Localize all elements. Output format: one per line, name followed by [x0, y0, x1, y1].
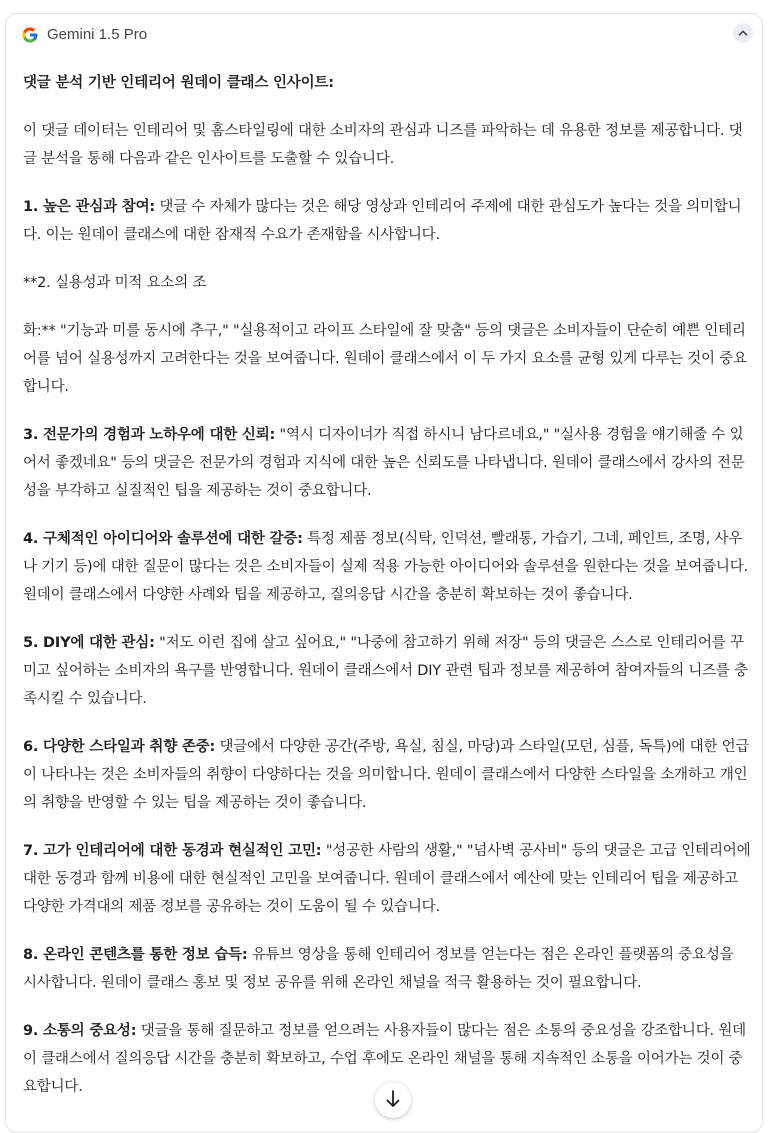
response-body	[23, 69, 751, 1121]
scroll-to-bottom-button[interactable]	[375, 1082, 411, 1118]
response-card	[5, 13, 763, 1133]
chevron-up-icon	[737, 27, 749, 39]
arrow-down-icon	[386, 1090, 400, 1108]
insight-6	[23, 733, 751, 817]
insight-1	[23, 193, 751, 249]
insight-8-heading: 8. 온라인 콘텐츠를 통한 정보 습득:	[23, 947, 248, 963]
insight-3	[23, 421, 751, 505]
response-header	[6, 14, 762, 56]
insight-7-text: "성공한 사람의 생활," "넘사벽 공사비" 등의 댓글은 고급 인테리어에 대한 동경과 함께 비용에 대한 현실적인 고민을 보여줍니다. 원데이 클래스에서 예산에 맞는 인테리어 팁을 제공하고 다양한 가격대의 제품 정보를 공유하는 것이 도움이 될 수 있습니다.	[23, 843, 751, 915]
insight-4-heading: 4. 구체적인 아이디어와 솔루션에 대한 갈증:	[23, 531, 303, 547]
intro-paragraph: 이 댓글 데이터는 인테리어 및 홈스타일링에 대한 소비자의 관심과 니즈를 파악하는 데 유용한 정보를 제공합니다. 댓글 분석을 통해 다음과 같은 인사이트를 도출할 수 있습니다.	[23, 123, 743, 167]
model-name: Gemini 1.5 Pro	[47, 26, 148, 43]
insight-4	[23, 525, 751, 609]
insight-6-heading: 6. 다양한 스타일과 취향 존중:	[23, 739, 216, 755]
insight-6-text: 댓글에서 다양한 공간(주방, 욕실, 침실, 마당)과 스타일(모던, 심플, 독특)에 대한 언급이 나타나는 것은 소비자들의 취향이 다양하다는 것을 의미합니다. 원데이 클래스에서 다양한 스타일을 소개하고 개인의 취향을 반영할 수 있는 팁을 제공하는 것이 좋습니다.	[23, 739, 750, 811]
insight-8	[23, 941, 751, 997]
insight-3-text: "역시 디자이너가 직접 하시니 남다르네요," "실사용 경험을 얘기해줄 수 있어서 좋겠네요" 등의 댓글은 전문가의 경험과 지식에 대한 높은 신뢰도를 나타냅니다. 원데이 클래스에서 강사의 전문성을 부각하고 실질적인 팁을 제공하는 것이 중요합니다.	[23, 427, 745, 499]
google-g-icon	[21, 26, 39, 44]
insight-4-text: 특정 제품 정보(식탁, 인덕션, 빨래통, 가습기, 그네, 페인트, 조명, 사우나 기기 등)에 대한 질문이 많다는 것은 소비자들이 실제 적용 가능한 아이디어와 솔루션을 원한다는 것을 보여줍니다. 원데이 클래스에서 다양한 사례와 팁을 제공하고, 질의응답 시간을 충분히 확보하는 것이 좋습니다.	[23, 531, 748, 603]
response-title: 댓글 분석 기반 인테리어 원데이 클래스 인사이트:	[23, 75, 334, 91]
insight-1-text: 댓글 수 자체가 많다는 것은 해당 영상과 인테리어 주제에 대한 관심도가 높다는 것을 의미합니다. 이는 원데이 클래스에 대한 잠재적 수요가 존재함을 시사합니다.	[23, 199, 742, 243]
insight-1-heading: 1. 높은 관심과 참여:	[23, 199, 155, 215]
insight-7-heading: 7. 고가 인테리어에 대한 동경과 현실적인 고민:	[23, 843, 322, 859]
insight-9-heading: 9. 소통의 중요성:	[23, 1023, 137, 1039]
insight-9-text: 댓글을 통해 질문하고 정보를 얻으려는 사용자들이 많다는 점은 소통의 중요성을 강조합니다. 원데이 클래스에서 질의응답 시간을 충분히 확보하고, 수업 후에도 온라인 채널을 통해 지속적인 소통을 이어가는 것이 중요합니다.	[23, 1023, 746, 1095]
insight-5-heading: 5. DIY에 대한 관심:	[23, 635, 155, 651]
insight-5-text: "저도 이런 집에 살고 싶어요," "나중에 참고하기 위해 저장" 등의 댓글은 스스로 인테리어를 꾸미고 싶어하는 소비자의 욕구를 반영합니다. 원데이 클래스에서 DIY 관련 팁과 정보를 제공하여 참여자들의 니즈를 충족시킬 수 있습니다.	[23, 635, 748, 707]
insight-7	[23, 837, 751, 921]
insight-3-heading: 3. 전문가의 경험과 노하우에 대한 신뢰:	[23, 427, 276, 443]
insight-2-text: 화:** "기능과 미를 동시에 추구," "실용적이고 라이프 스타일에 잘 맞춤" 등의 댓글은 소비자들이 단순히 예쁜 인테리어를 넘어 실용성까지 고려한다는 것을 보여줍니다. 원데이 클래스에서 이 두 가지 요소를 균형 있게 다루는 것이 중요합니다.	[23, 323, 747, 395]
insight-5	[23, 629, 751, 713]
collapse-button[interactable]	[733, 23, 753, 43]
insight-2-heading: **2. 실용성과 미적 요소의 조	[23, 275, 207, 291]
insight-8-text: 유튜브 영상을 통해 인테리어 정보를 얻는다는 점은 온라인 플랫폼의 중요성을 시사합니다. 원데이 클래스 홍보 및 정보 공유를 위해 온라인 채널을 적극 활용하는 것이 필요합니다.	[23, 947, 734, 991]
